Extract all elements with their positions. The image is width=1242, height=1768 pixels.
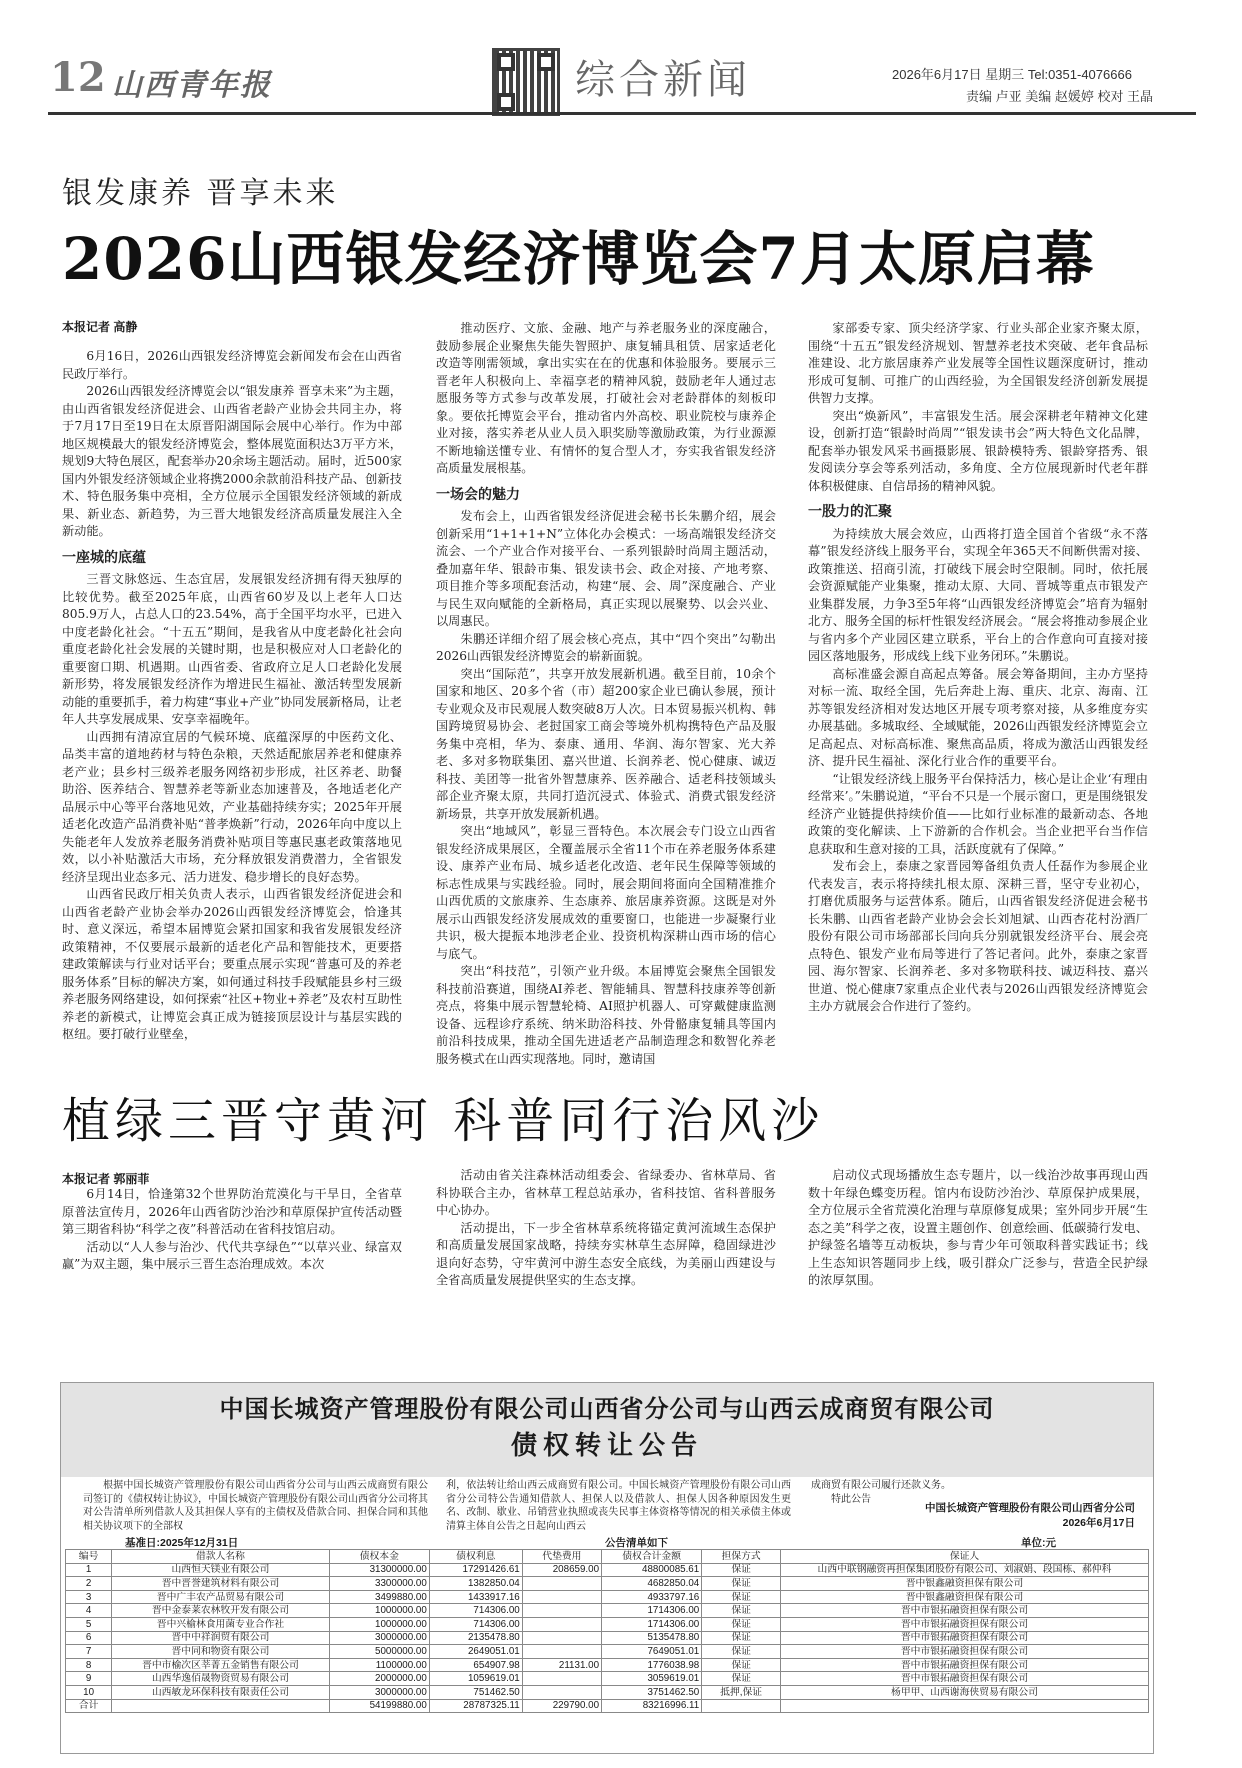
table-cell: 杨甲甲、山西谢海侠贸易有限公司 xyxy=(781,1685,1149,1699)
table-cell: 5000000.00 xyxy=(329,1645,429,1659)
table-cell: 3499880.00 xyxy=(329,1590,429,1604)
notice-unit: 单位:元 xyxy=(1021,1537,1056,1549)
table-cell: 1382850.04 xyxy=(429,1577,522,1591)
table-cell: 晋中市银拓融资担保有限公司 xyxy=(781,1604,1149,1618)
article1-column-2 xyxy=(436,320,776,1068)
paragraph: 朱鹏还详细介绍了展会核心亮点，其中“四个突出”勾勒出2026山西银发经济博览会的崭新面貌。 xyxy=(436,631,776,663)
table-row xyxy=(66,1617,1149,1631)
table-cell: 保证 xyxy=(702,1604,781,1618)
table-cell: 3300000.00 xyxy=(329,1577,429,1591)
column-header: 担保方式 xyxy=(702,1550,781,1564)
table-cell: 山西恒天镁业有限公司 xyxy=(112,1563,330,1577)
article2-title: 植绿三晋守黄河 科普同行治风沙 xyxy=(62,1093,825,1149)
paragraph: 突出“国际范”，共享开放发展新机遇。截至目前，10余个国家和地区、20多个省（市）超200家企业已确认参展，预计专业观众及市民观展人数突破8万人次。日本贸易振兴机构、韩国跨境贸易协会、老挝国家工商会等境外机构携特色产品及服务集中亮相，华为、泰康、通用、华润、海尔智家、光大养老、多对多物联集团、嘉兴世道、长润养老、悦心健康、诚迈科技、美团等一批省外智慧康养、医养融合、适老科技领域头部企业齐聚太原，共同打造沉浸式、体验式、消费式银发经济新场景，共享开放发展新机遇。 xyxy=(436,666,776,821)
table-cell: 保证 xyxy=(702,1631,781,1645)
column-header: 债权合计金额 xyxy=(602,1550,702,1564)
column-header: 保证人 xyxy=(781,1550,1149,1564)
table-cell: 3000000.00 xyxy=(329,1685,429,1699)
table-cell: 2000000.00 xyxy=(329,1672,429,1686)
table-cell: 714306.00 xyxy=(429,1617,522,1631)
article1-column-3 xyxy=(808,320,1148,1016)
table-cell: 晋中市银拓融资担保有限公司 xyxy=(781,1658,1149,1672)
paper-name-logo: 山西青年报 xyxy=(112,68,272,103)
table-cell: 654907.98 xyxy=(429,1658,522,1672)
paragraph: 为持续放大展会效应，山西将打造全国首个省级“永不落幕”银发经济线上服务平台，实现全年365天不间断供需对接、政策推送、招商引流，打破线下展会时空限制。同时，依托展会资源赋能产业集聚，推动太原、大同、晋城等重点市银发产业集群发展，力争3至5年将“山西银发经济博览会”培育为辐射北方、服务全国的标杆性银发经济展会。“展会将推动参展企业与省内多个产业园区建立联系，平台上的合作意向可直接对接园区落地服务，形成线上线下业务闭环。”朱鹏说。 xyxy=(808,526,1148,663)
table-cell: 晋中银鑫融资担保有限公司 xyxy=(781,1590,1149,1604)
table-cell: 抵押,保证 xyxy=(702,1685,781,1699)
table-cell: 1 xyxy=(66,1563,112,1577)
table-cell: 5 xyxy=(66,1617,112,1631)
notice-list-label: 公告清单如下 xyxy=(605,1537,668,1549)
page-number: 12 xyxy=(50,54,106,101)
table-cell: 晋中中祥润贸有限公司 xyxy=(112,1631,330,1645)
table-cell: 保证 xyxy=(702,1645,781,1659)
notice-paragraph: 根据中国长城资产管理股份有限公司山西省分公司与山西云成商贸有限公司签订的《债权转让协议》，中国长城资产管理股份有限公司山西省分公司将其对公告清单所列借款人及其担保人享有的主债权及借款合同、担保合同和其他相关协议项下的全部权 xyxy=(83,1480,428,1532)
article1-kicker: 银发康养 晋享未来 xyxy=(62,176,339,211)
column-header: 代垫费用 xyxy=(522,1550,601,1564)
paragraph: 突出“地域风”，彰显三晋特色。本次展会专门设立山西省银发经济成果展区，全覆盖展示全省11个市在养老服务体系建设、康养产业布局、城乡适老化改造、老年民生保障等领域的标志性成果与实践经验。同时，展会期间将面向全国精准推介山西优质的文旅康养、生态康养、旅居康养资源。这既是对外展示山西银发经济发展成效的重要窗口，也能进一步凝聚行业共识，极大提振本地涉老企业、投资机构深耕山西市场的信心与底气。 xyxy=(436,824,776,961)
paragraph: 活动以“人人参与治沙、代代共享绿色”“以草兴业、绿富双赢”为双主题，集中展示三晋生态治理成效。本次 xyxy=(62,1239,402,1271)
column-header: 借款人名称 xyxy=(112,1550,330,1564)
table-cell: 山西中联钢融资再担保集团股份有限公司、刘淑娟、段国栋、郝仲科 xyxy=(781,1563,1149,1577)
article2-byline: 本报记者 郭丽菲 xyxy=(62,1172,150,1186)
article1-column-1 xyxy=(62,348,402,1044)
paragraph: 6月16日，2026山西银发经济博览会新闻发布会在山西省民政厅举行。 xyxy=(62,349,402,381)
notice-subtitle: 债权转让公告 xyxy=(510,1430,703,1460)
article2-column-1 xyxy=(62,1186,402,1274)
paragraph: 6月14日，恰逢第32个世界防治荒漠化与干旱日，全省草原普法宣传月，2026年山西省防沙治沙和草原保护宣传活动暨第三期省科协“科学之夜”科普活动在省科技馆启动。 xyxy=(62,1187,402,1236)
paragraph: 突出“科技范”，引领产业升级。本届博览会聚焦全国银发科技前沿赛道，围绕AI养老、智能辅具、智慧科技康养等创新亮点，将集中展示智慧轮椅、AI照护机器人、可穿戴健康监测设备、远程诊疗系统、纳米助浴科技、外骨骼康复辅具等国内前沿科技成果，推动全国先进适老产品制造理念和数智化养老服务模式在山西实现落地。同时，邀请国 xyxy=(436,964,776,1066)
table-cell: 1059619.01 xyxy=(429,1672,522,1686)
table-cell: 晋中金泰莱农林牧开发有限公司 xyxy=(112,1604,330,1618)
column-header: 债权利息 xyxy=(429,1550,522,1564)
table-cell: 3000000.00 xyxy=(329,1631,429,1645)
table-cell: 208659.00 xyxy=(522,1563,601,1577)
table-cell: 4933797.16 xyxy=(602,1590,702,1604)
paragraph: 山西省民政厅相关负责人表示，山西省银发经济促进会和山西省老龄产业协会举办2026山西银发经济博览会，恰逢其时、意义深远，希望本届博览会紧扣国家和我省发展银发经济政策精神，不仅要展示最新的适老化产品和智能技术，更要搭建政策解读与行业对话平台；要重点展示实现“普惠可及的养老服务体系”目标的解决方案，如何通过科技手段赋能县乡村三级养老服务网络建设，如何探索“社区+物业+养老”及农村互助性养老的新模式，让博览会真正成为链接顶层设计与基层实践的枢纽。要打破行业壁垒， xyxy=(62,887,402,1041)
table-cell: 晋中晋誉建筑材料有限公司 xyxy=(112,1577,330,1591)
table-cell: 1000000.00 xyxy=(329,1617,429,1631)
table-cell: 1776038.98 xyxy=(602,1658,702,1672)
debt-transfer-notice xyxy=(60,1382,1154,1754)
column-header: 编号 xyxy=(66,1550,112,1564)
table-cell xyxy=(112,1699,330,1713)
table-cell: 7649051.01 xyxy=(602,1645,702,1659)
table-cell: 保证 xyxy=(702,1658,781,1672)
notice-paragraph: 成商贸有限公司履行还款义务。 xyxy=(811,1480,951,1491)
paragraph: 高标准盛会源自高起点筹备。展会筹备期间，主办方坚持对标一流、取经全国，先后奔赴上海、重庆、北京、海南、江苏等银发经济相对发达地区开展专项考察对接，从多维度夯实办展基础。多城取经、全域赋能，2026山西银发经济博览会立足高起点、对标高标准、聚焦高品质，将成为激活山西银发经济、提升民生福祉、深化行业合作的重要平台。 xyxy=(808,666,1148,768)
table-cell: 2 xyxy=(66,1577,112,1591)
table-cell: 晋中市榆次区莘菁五金销售有限公司 xyxy=(112,1658,330,1672)
editors-credit: 责编 卢亚 美编 赵媛婷 校对 王晶 xyxy=(966,89,1154,104)
table-cell xyxy=(522,1645,601,1659)
table-cell xyxy=(522,1672,601,1686)
table-cell xyxy=(522,1590,601,1604)
table-cell: 6 xyxy=(66,1631,112,1645)
table-cell: 合计 xyxy=(66,1699,112,1713)
table-row xyxy=(66,1563,1149,1577)
table-cell: 83216996.11 xyxy=(602,1699,702,1713)
table-cell: 3 xyxy=(66,1590,112,1604)
table-cell: 31300000.00 xyxy=(329,1563,429,1577)
paragraph: 推动医疗、文旅、金融、地产与养老服务业的深度融合，鼓励参展企业聚焦失能失智照护、康复辅具租赁、居家适老化改造等刚需领域，拿出实实在在的优惠和体验服务。要展示三晋老年人积极向上、幸福享老的精神风貌，鼓励老年人通过志愿服务等方式参与改革发展，打破社会对老龄群体的刻板印象。要依托博览会平台，推动省内外高校、职业院校与康养企业对接，落实养老从业人员入职奖励等激励政策，为行业源源不断地输送懂专业、有情怀的复合型人才，夯实我省银发经济高质量发展根基。 xyxy=(436,321,776,475)
table-cell: 751462.50 xyxy=(429,1685,522,1699)
table-cell: 2649051.01 xyxy=(429,1645,522,1659)
notice-sign-org: 中国长城资产管理股份有限公司山西省分公司 xyxy=(925,1502,1135,1514)
issue-date: 2026年6月17日 星期三 Tel:0351-4076666 xyxy=(892,67,1132,82)
table-cell xyxy=(781,1699,1149,1713)
paragraph: “让银发经济线上服务平台保持活力，核心是让企业‘有理由经常来’。”朱鹏说道，“平台不只是一个展示窗口，更是围绕银发经济产业链提供持续价值——比如行业标准的最新动态、各地政策的变化解读、上下游新的合作机会。当企业把平台当作信息获取和生意对接的工具，活跃度就有了保障。” xyxy=(808,771,1148,856)
paragraph: 山西拥有清凉宜居的气候环境、底蕴深厚的中医药文化、品类丰富的道地药材与特色杂粮，天然适配旅居养老和健康养老产业；县乡村三级养老服务网络初步形成，社区养老、助餐助浴、医养结合、智慧养老等新业态加速普及，各地适老化产品展示中心等平台落地见效，产业基础持续夯实；2025年开展适老化改造产品消费补贴“普孝焕新”行动，2026年向中度以上失能老年人发放养老服务消费补贴项目等惠民惠老政策落地见效，以小补贴激活大市场，充分释放银发消费潜力，全省银发经济呈现出业态多元、活力迸发、稳步增长的良好态势。 xyxy=(62,729,402,884)
table-cell: 保证 xyxy=(702,1577,781,1591)
notice-sign-date: 2026年6月17日 xyxy=(1062,1517,1135,1529)
notice-text-col-1 xyxy=(83,1479,428,1533)
section-title: 综合新闻 xyxy=(575,57,751,103)
table-cell: 1100000.00 xyxy=(329,1658,429,1672)
article2-column-2 xyxy=(436,1167,776,1290)
article2-column-3 xyxy=(808,1167,1148,1290)
table-cell: 4682850.04 xyxy=(602,1577,702,1591)
table-cell: 28787325.11 xyxy=(429,1699,522,1713)
table-cell: 晋中市银拓融资担保有限公司 xyxy=(781,1645,1149,1659)
paragraph: 发布会上，泰康之家晋园筹备组负责人任磊作为参展企业代表发言，表示将持续扎根太原、深耕三晋，坚守专业初心，打磨优质服务与运营体系。随后，山西省银发经济促进会秘书长朱鹏、山西省老龄产业协会会长刘旭斌、山西杏花村汾酒厂股份有限公司市场部部长闫向兵分别就银发经济平台、展会亮点特色、银发产业布局等进行了答记者问。此外，泰康之家晋园、海尔智家、长润养老、多对多物联科技、诚迈科技、嘉兴世道、悦心健康7家重点企业代表与2026山西银发经济博览会主办方就展会合作进行了签约。 xyxy=(808,859,1148,1013)
table-row xyxy=(66,1699,1149,1713)
table-cell xyxy=(522,1604,601,1618)
table-cell xyxy=(522,1631,601,1645)
header-divider xyxy=(48,112,1196,115)
table-row xyxy=(66,1645,1149,1659)
table-cell: 山西华逸佰晟物资贸易有限公司 xyxy=(112,1672,330,1686)
table-row xyxy=(66,1658,1149,1672)
table-cell: 晋中市银拓融资担保有限公司 xyxy=(781,1631,1149,1645)
table-cell: 9 xyxy=(66,1672,112,1686)
section-subheading: 一座城的底蕴 xyxy=(62,548,146,565)
paragraph: 突出“焕新风”，丰富银发生活。展会深耕老年精神文化建设，创新打造“银龄时尚周”“银发读书会”两大特色文化品牌，配套举办银发风采书画摄影展、银龄模特秀、银龄穿搭秀、银发阅读分享会等系列活动，多角度、全方位展现新时代老年群体积极健康、自信昂扬的精神风貌。 xyxy=(808,408,1148,493)
paragraph: 活动由省关注森林活动组委会、省绿委办、省林草局、省科协联合主办，省林草工程总站承办，省科技馆、省科普服务中心协办。 xyxy=(436,1168,776,1217)
notice-title: 中国长城资产管理股份有限公司山西省分公司与山西云成商贸有限公司 xyxy=(219,1396,995,1423)
notice-text-col-2 xyxy=(446,1479,791,1533)
article1-byline: 本报记者 高静 xyxy=(62,320,138,334)
table-cell: 229790.00 xyxy=(522,1699,601,1713)
paragraph: 三晋文脉悠远、生态宜居，发展银发经济拥有得天独厚的比较优势。截至2025年底，山西省60岁及以上老年人口达805.9万人，占总人口的23.54%，高于全国平均水平，已进入中度老龄化社会。“十五五”期间，是我省从中度老龄化社会向重度老龄化社会发展的关键时期，也是积极应对人口老龄化的重要窗口期、机遇期。山西省委、省政府立足人口老龄化发展新形势，将发展银发经济作为增进民生福祉、激活转型发展新动能的重要抓手，着力构建“事业+产业”协同发展新格局，让老年人共享发展成果、安享幸福晚年。 xyxy=(62,572,402,726)
table-cell: 3751462.50 xyxy=(602,1685,702,1699)
table-row xyxy=(66,1590,1149,1604)
paragraph: 活动提出，下一步全省林草系统将锚定黄河流域生态保护和高质量发展国家战略，持续夯实林草生态屏障，稳固绿进沙退向好态势，守牢黄河中游生态安全底线，为美丽山西建设与全省高质量发展提供坚实的生态支撑。 xyxy=(436,1220,776,1287)
table-cell: 山西敏龙环保科技有限责任公司 xyxy=(112,1685,330,1699)
table-cell: 3059619.01 xyxy=(602,1672,702,1686)
table-cell: 17291426.61 xyxy=(429,1563,522,1577)
table-cell: 1433917.16 xyxy=(429,1590,522,1604)
notice-paragraph: 利，依法转让给山西云成商贸有限公司。中国长城资产管理股份有限公司山西省分公司特公告通知借款人、担保人以及借款人、担保人因各种原因发生更名、改制、歇业、吊销营业执照或丧失民事主体资格等情况的相关承债主体或清算主体自公告之日起向山西云 xyxy=(446,1480,791,1532)
table-cell: 48800085.61 xyxy=(602,1563,702,1577)
table-row xyxy=(66,1604,1149,1618)
paragraph: 启动仪式现场播放生态专题片，以一线治沙故事再现山西数十年绿色蝶变历程。馆内布设防沙治沙、草原保护成果展，全方位展示全省荒漠化治理与草原修复成果；室外同步开展“生态之美”科学之夜，设置主题创作、创意绘画、低碳骑行发电、护绿签名墙等互动板块，参与青少年可领取科普实践证书；线上生态知识答题同步上线，吸引群众广泛参与，营造全民护绿的浓厚氛围。 xyxy=(808,1168,1148,1287)
column-header: 债权本金 xyxy=(329,1550,429,1564)
table-cell: 晋中银鑫融资担保有限公司 xyxy=(781,1577,1149,1591)
table-cell: 7 xyxy=(66,1645,112,1659)
notice-base-date: 基准日:2025年12月31日 xyxy=(125,1537,239,1549)
table-row xyxy=(66,1685,1149,1699)
section-subheading: 一场会的魅力 xyxy=(436,485,520,502)
article1-title: 2026山西银发经济博览会7月太原启幕 xyxy=(62,225,1095,293)
table-cell: 21131.00 xyxy=(522,1658,601,1672)
debt-list-table xyxy=(65,1549,1149,1713)
section-subheading: 一股力的汇聚 xyxy=(808,503,892,519)
notice-header xyxy=(61,1383,1153,1477)
table-cell: 10 xyxy=(66,1685,112,1699)
table-row xyxy=(66,1631,1149,1645)
table-cell: 晋中同和物资有限公司 xyxy=(112,1645,330,1659)
table-row xyxy=(66,1672,1149,1686)
table-cell: 保证 xyxy=(702,1563,781,1577)
table-cell: 晋中广丰农产品贸易有限公司 xyxy=(112,1590,330,1604)
paragraph: 家部委专家、顶尖经济学家、行业头部企业家齐聚太原，围绕“十五五”银发经济规划、智慧养老技术突破、老年食品标准建设、北方旅居康养产业发展等全国性议题深度研讨，推动形成可复制、可推广的山西经验，为全国银发经济创新发展提供智力支撑。 xyxy=(808,321,1148,405)
table-row xyxy=(66,1577,1149,1591)
table-cell: 1000000.00 xyxy=(329,1604,429,1618)
table-cell: 54199880.00 xyxy=(329,1699,429,1713)
table-cell: 4 xyxy=(66,1604,112,1618)
table-cell: 晋中兴榆林食用菌专业合作社 xyxy=(112,1617,330,1631)
table-header-row xyxy=(66,1550,1149,1564)
table-cell: 1714306.00 xyxy=(602,1617,702,1631)
table-cell: 保证 xyxy=(702,1590,781,1604)
qr-code-icon xyxy=(492,48,560,116)
table-cell: 714306.00 xyxy=(429,1604,522,1618)
table-cell xyxy=(522,1577,601,1591)
notice-signature xyxy=(925,1501,1135,1531)
table-cell: 晋中市银拓融资担保有限公司 xyxy=(781,1617,1149,1631)
table-cell xyxy=(522,1685,601,1699)
table-cell xyxy=(702,1699,781,1713)
table-cell xyxy=(522,1617,601,1631)
table-cell: 2135478.80 xyxy=(429,1631,522,1645)
table-body xyxy=(66,1563,1149,1713)
paragraph: 发布会上，山西省银发经济促进会秘书长朱鹏介绍，展会创新采用“1+1+1+N”立体化办会模式：一场高端银发经济交流会、一个产业合作对接平台、一系列银龄时尚周主题活动，叠加嘉年华、银龄市集、银发读书会、政企对接、产地考察、项目推介等多项配套活动，构建“展、会、周”深度融合、产业与民生双向赋能的全新格局，真正实现以展聚势、以会兴业、以周惠民。 xyxy=(436,509,776,628)
table-cell: 晋中市银拓融资担保有限公司 xyxy=(781,1672,1149,1686)
notice-closing: 特此公告 xyxy=(831,1493,871,1505)
table-cell: 保证 xyxy=(702,1672,781,1686)
table-cell: 8 xyxy=(66,1658,112,1672)
table-cell: 保证 xyxy=(702,1617,781,1631)
paragraph: 2026山西银发经济博览会以“银发康养 晋享未来”为主题，由山西省银发经济促进会、山西省老龄产业协会共同主办，将于7月17日至19日在太原晋阳湖国际会展中心举行。作为中部地区规模最大的银发经济博览会，整体展览面积达3万平方米，规划9大特色展区，配套举办20余场主题活动。届时，近500家国内外银发经济领域企业将携2000余款前沿科技产品、创新技术、特色服务集中亮相，全方位展示全国银发经济领域的新成果、新业态、新趋势，为三晋大地银发经济高质量发展注入全新动能。 xyxy=(62,384,402,538)
table-cell: 5135478.80 xyxy=(602,1631,702,1645)
table-cell: 1714306.00 xyxy=(602,1604,702,1618)
